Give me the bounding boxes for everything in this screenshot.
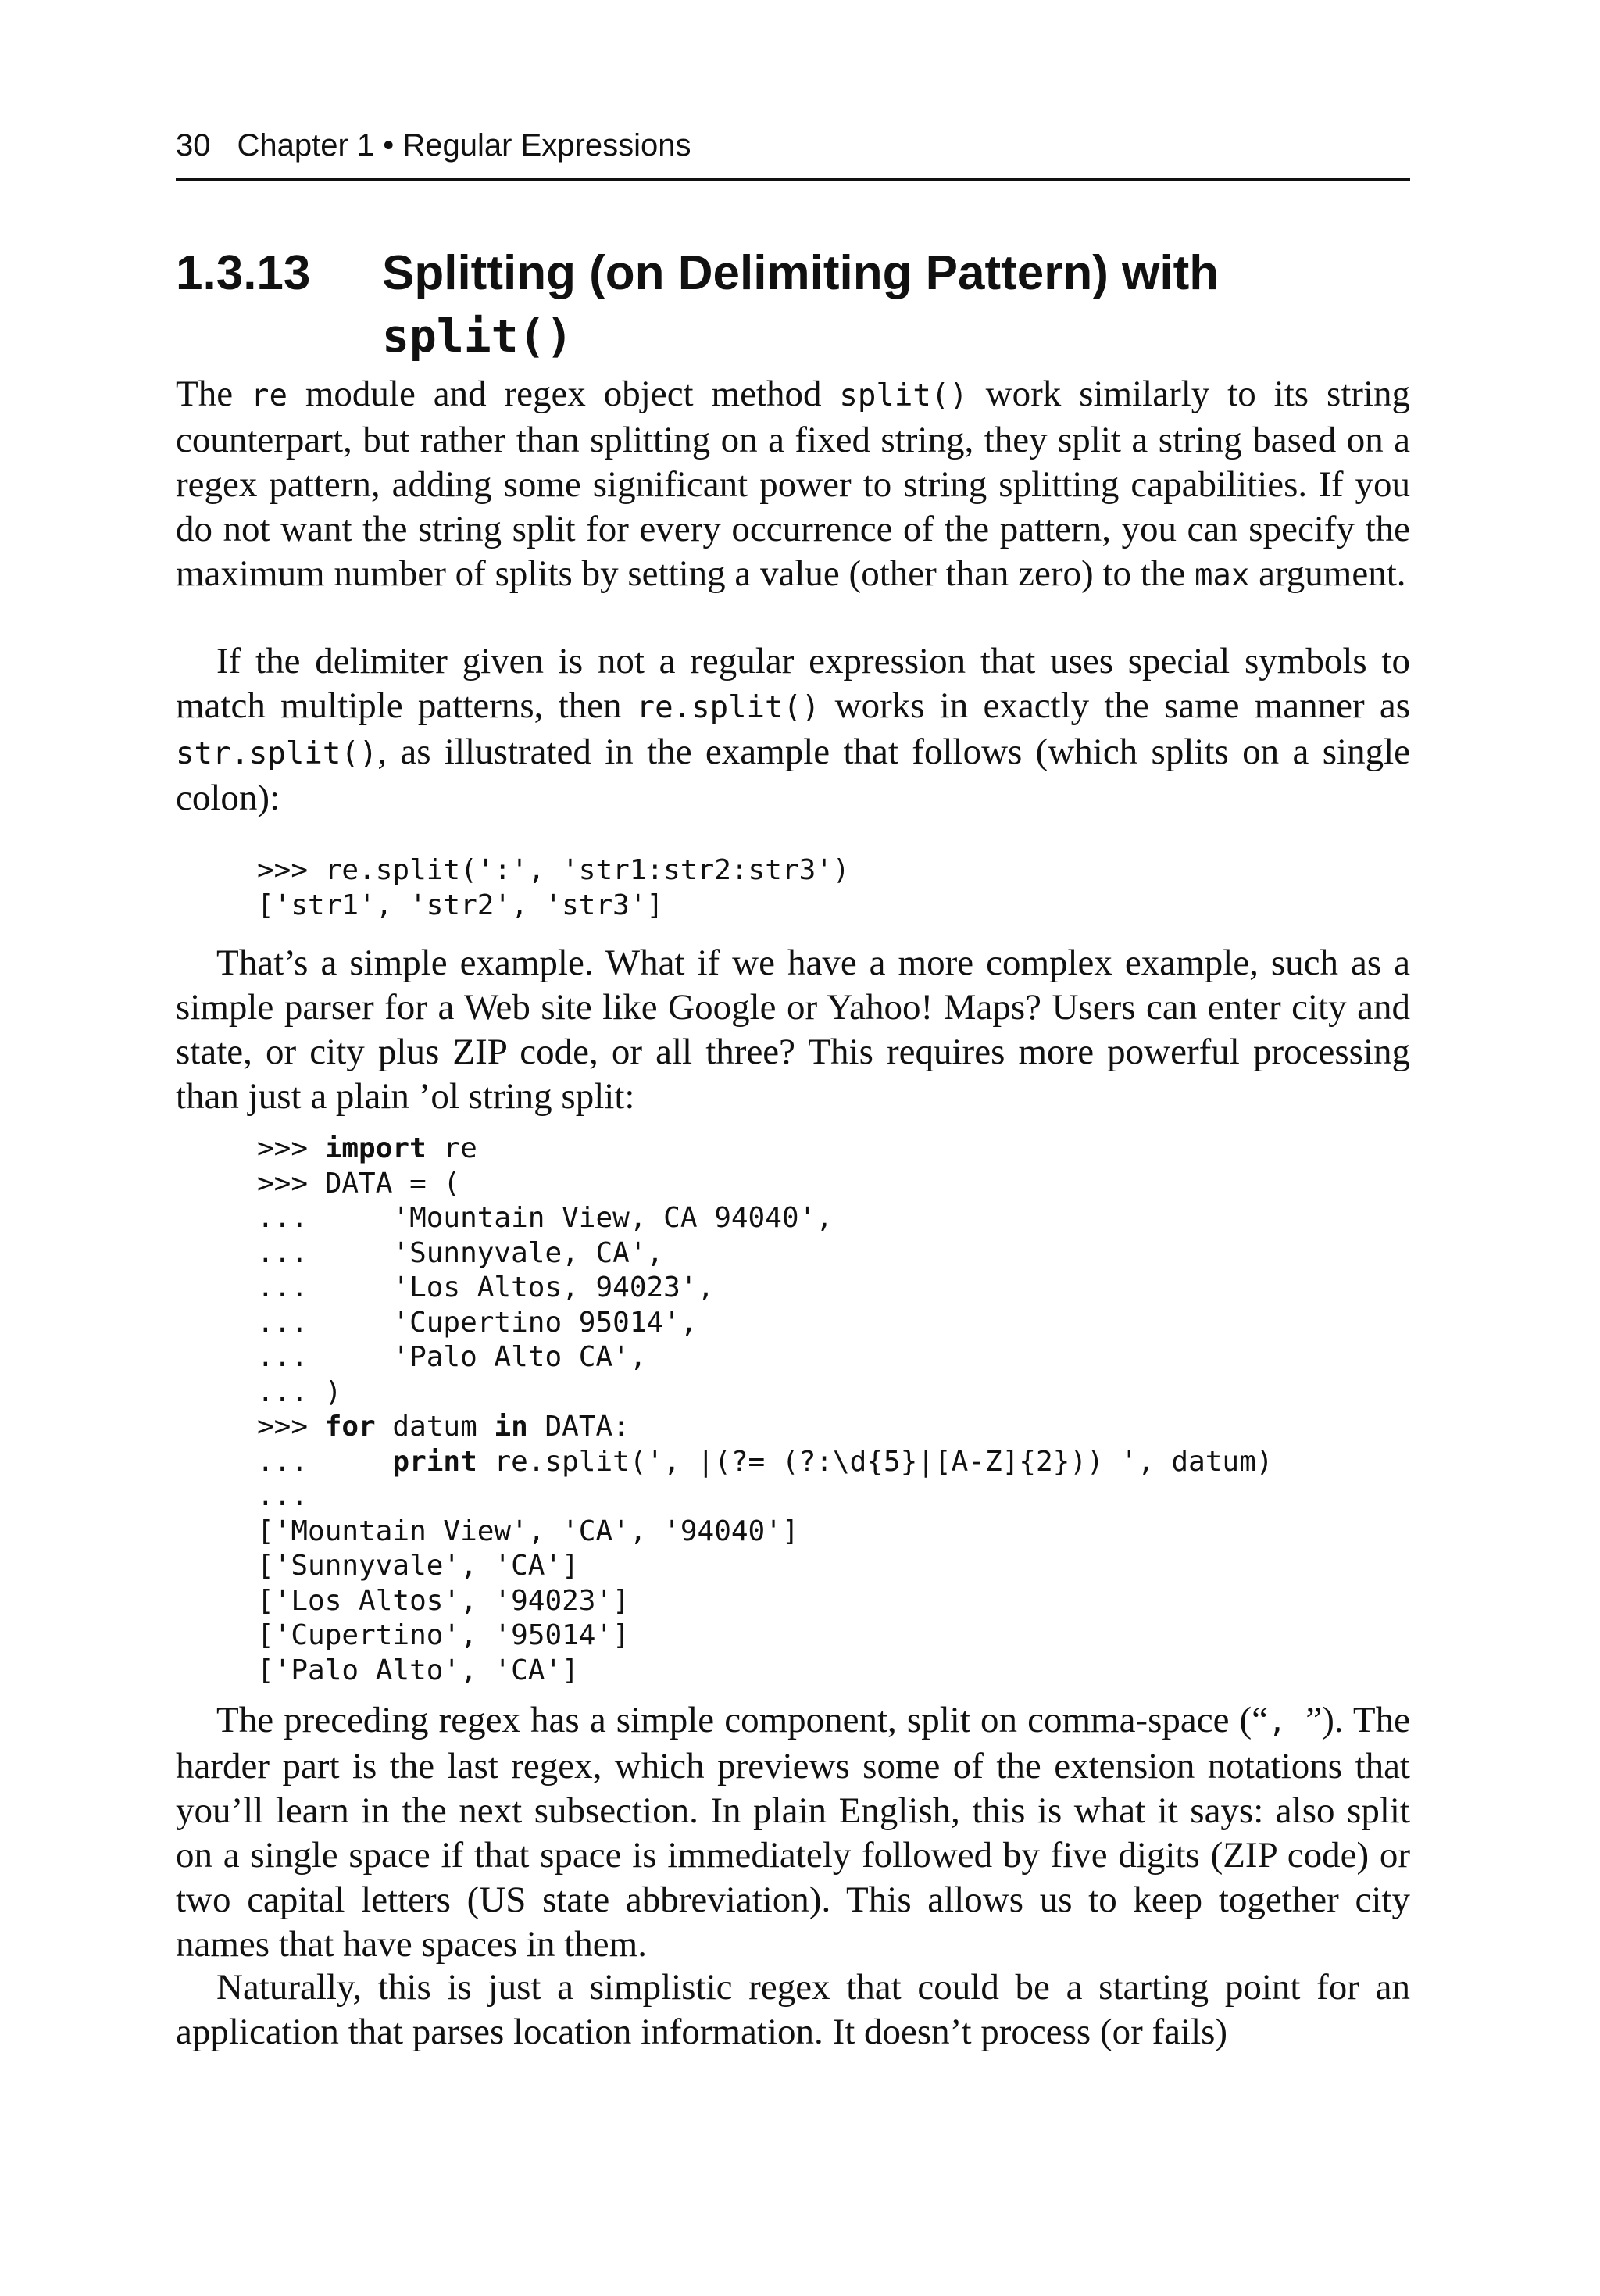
section-title xyxy=(382,242,1410,367)
code-example-1 xyxy=(176,853,1410,923)
page-number: 30 xyxy=(176,128,211,163)
chapter-title: Chapter 1 • Regular Expressions xyxy=(237,128,691,163)
code-line: ... 'Cupertino 95014', xyxy=(257,1306,698,1339)
p1-text-d: argument. xyxy=(1249,553,1406,594)
code-line: ['str1', 'str2', 'str3'] xyxy=(257,889,664,921)
code-line: ['Mountain View', 'CA', '94040'] xyxy=(257,1515,799,1547)
paragraph-5 xyxy=(176,1965,1410,2055)
code-line: ... ) xyxy=(257,1375,342,1408)
code-line: ... 'Mountain View, CA 94040', xyxy=(257,1202,833,1234)
p3-text: That’s a simple example. What if we have a more complex example, such as a simple parser for a Web site like Google or Yahoo! Maps? Users can enter city and state, or city plus ZIP code, or all three? This requires more powerful processing than just a plain ’ol string split: xyxy=(176,942,1410,1117)
p2-text-c: , as illustrated in the example that follows (which splits on a single colon): xyxy=(176,731,1410,818)
code-line: ... 'Sunnyvale, CA', xyxy=(257,1236,664,1269)
running-head xyxy=(176,123,1410,181)
p4-text-b: ”). The harder part is the last regex, which previews some of the extension notations that you’ll learn in the next subsection. In plain English, this is what it says: also split on a single space if that space is immediately followed by five digits (ZIP code) or two capital letters (US state abbreviation). This allows us to keep together city names that have spaces in them. xyxy=(176,1700,1410,1965)
p1-code-max: max xyxy=(1194,558,1250,593)
keyword: import xyxy=(324,1132,427,1164)
p1-text-b: module and regex object method xyxy=(287,374,840,414)
p1-text-a: The xyxy=(176,374,251,414)
p4-code-comma-space: , xyxy=(1268,1704,1306,1740)
code-line: ['Cupertino', '95014'] xyxy=(257,1619,630,1651)
p1-text-c: work similarly to its string counterpart, but rather than splitting on a fixed string, they split a string based on a regex pattern, adding some significant power to string splitting capabilities. If you do not want the string split for every occurrence of the pattern, you can specify the maximum number of splits by setting a value (other than zero) to the xyxy=(176,374,1411,594)
code-line: >>> DATA = ( xyxy=(257,1167,461,1200)
code-line: ... 'Los Altos, 94023', xyxy=(257,1271,715,1304)
keyword: print xyxy=(392,1445,477,1478)
p2-code-re-split: re.split() xyxy=(636,690,820,725)
code-line: ... xyxy=(257,1480,309,1512)
p2-code-str-split: str.split() xyxy=(176,736,378,771)
section-title-text: Splitting (on Delimiting Pattern) with xyxy=(382,246,1220,300)
section-title-code: split() xyxy=(382,309,573,363)
code-line: ['Palo Alto', 'CA'] xyxy=(257,1654,579,1686)
paragraph-4 xyxy=(176,1698,1410,1967)
code-line: >>> re.split(':', 'str1:str2:str3') xyxy=(257,854,850,886)
code-line: ['Los Altos', '94023'] xyxy=(257,1584,630,1617)
code-line: >>> import re xyxy=(257,1132,477,1164)
p5-text: Naturally, this is just a simplistic regex that could be a starting point for an application that parses location information. It doesn’t process (or fails) xyxy=(176,1967,1410,2052)
section-number: 1.3.13 xyxy=(176,246,311,300)
p2-text-b: works in exactly the same manner as xyxy=(820,685,1410,726)
code-line: ['Sunnyvale', 'CA'] xyxy=(257,1550,579,1582)
code-example-2 xyxy=(176,1132,1410,1688)
code-line: >>> for datum in DATA: xyxy=(257,1411,630,1443)
p1-code-split: split() xyxy=(839,378,968,413)
p1-code-re: re xyxy=(250,378,288,413)
code-line: ... 'Palo Alto CA', xyxy=(257,1341,647,1373)
keyword: in xyxy=(494,1411,528,1443)
code-line: ... print re.split(', |(?= (?:\d{5}|[A-Z]{2})) ', datum) xyxy=(257,1445,1273,1478)
p4-text-a: The preceding regex has a simple component, split on comma-space (“ xyxy=(216,1700,1269,1740)
p2-text-a: If the delimiter given is not a regular expression that uses special symbols to match multiple patterns, then xyxy=(176,641,1410,726)
keyword: for xyxy=(324,1411,376,1443)
paragraph-3 xyxy=(176,941,1410,1119)
paragraph-1 xyxy=(176,372,1410,598)
paragraph-2 xyxy=(176,639,1410,821)
